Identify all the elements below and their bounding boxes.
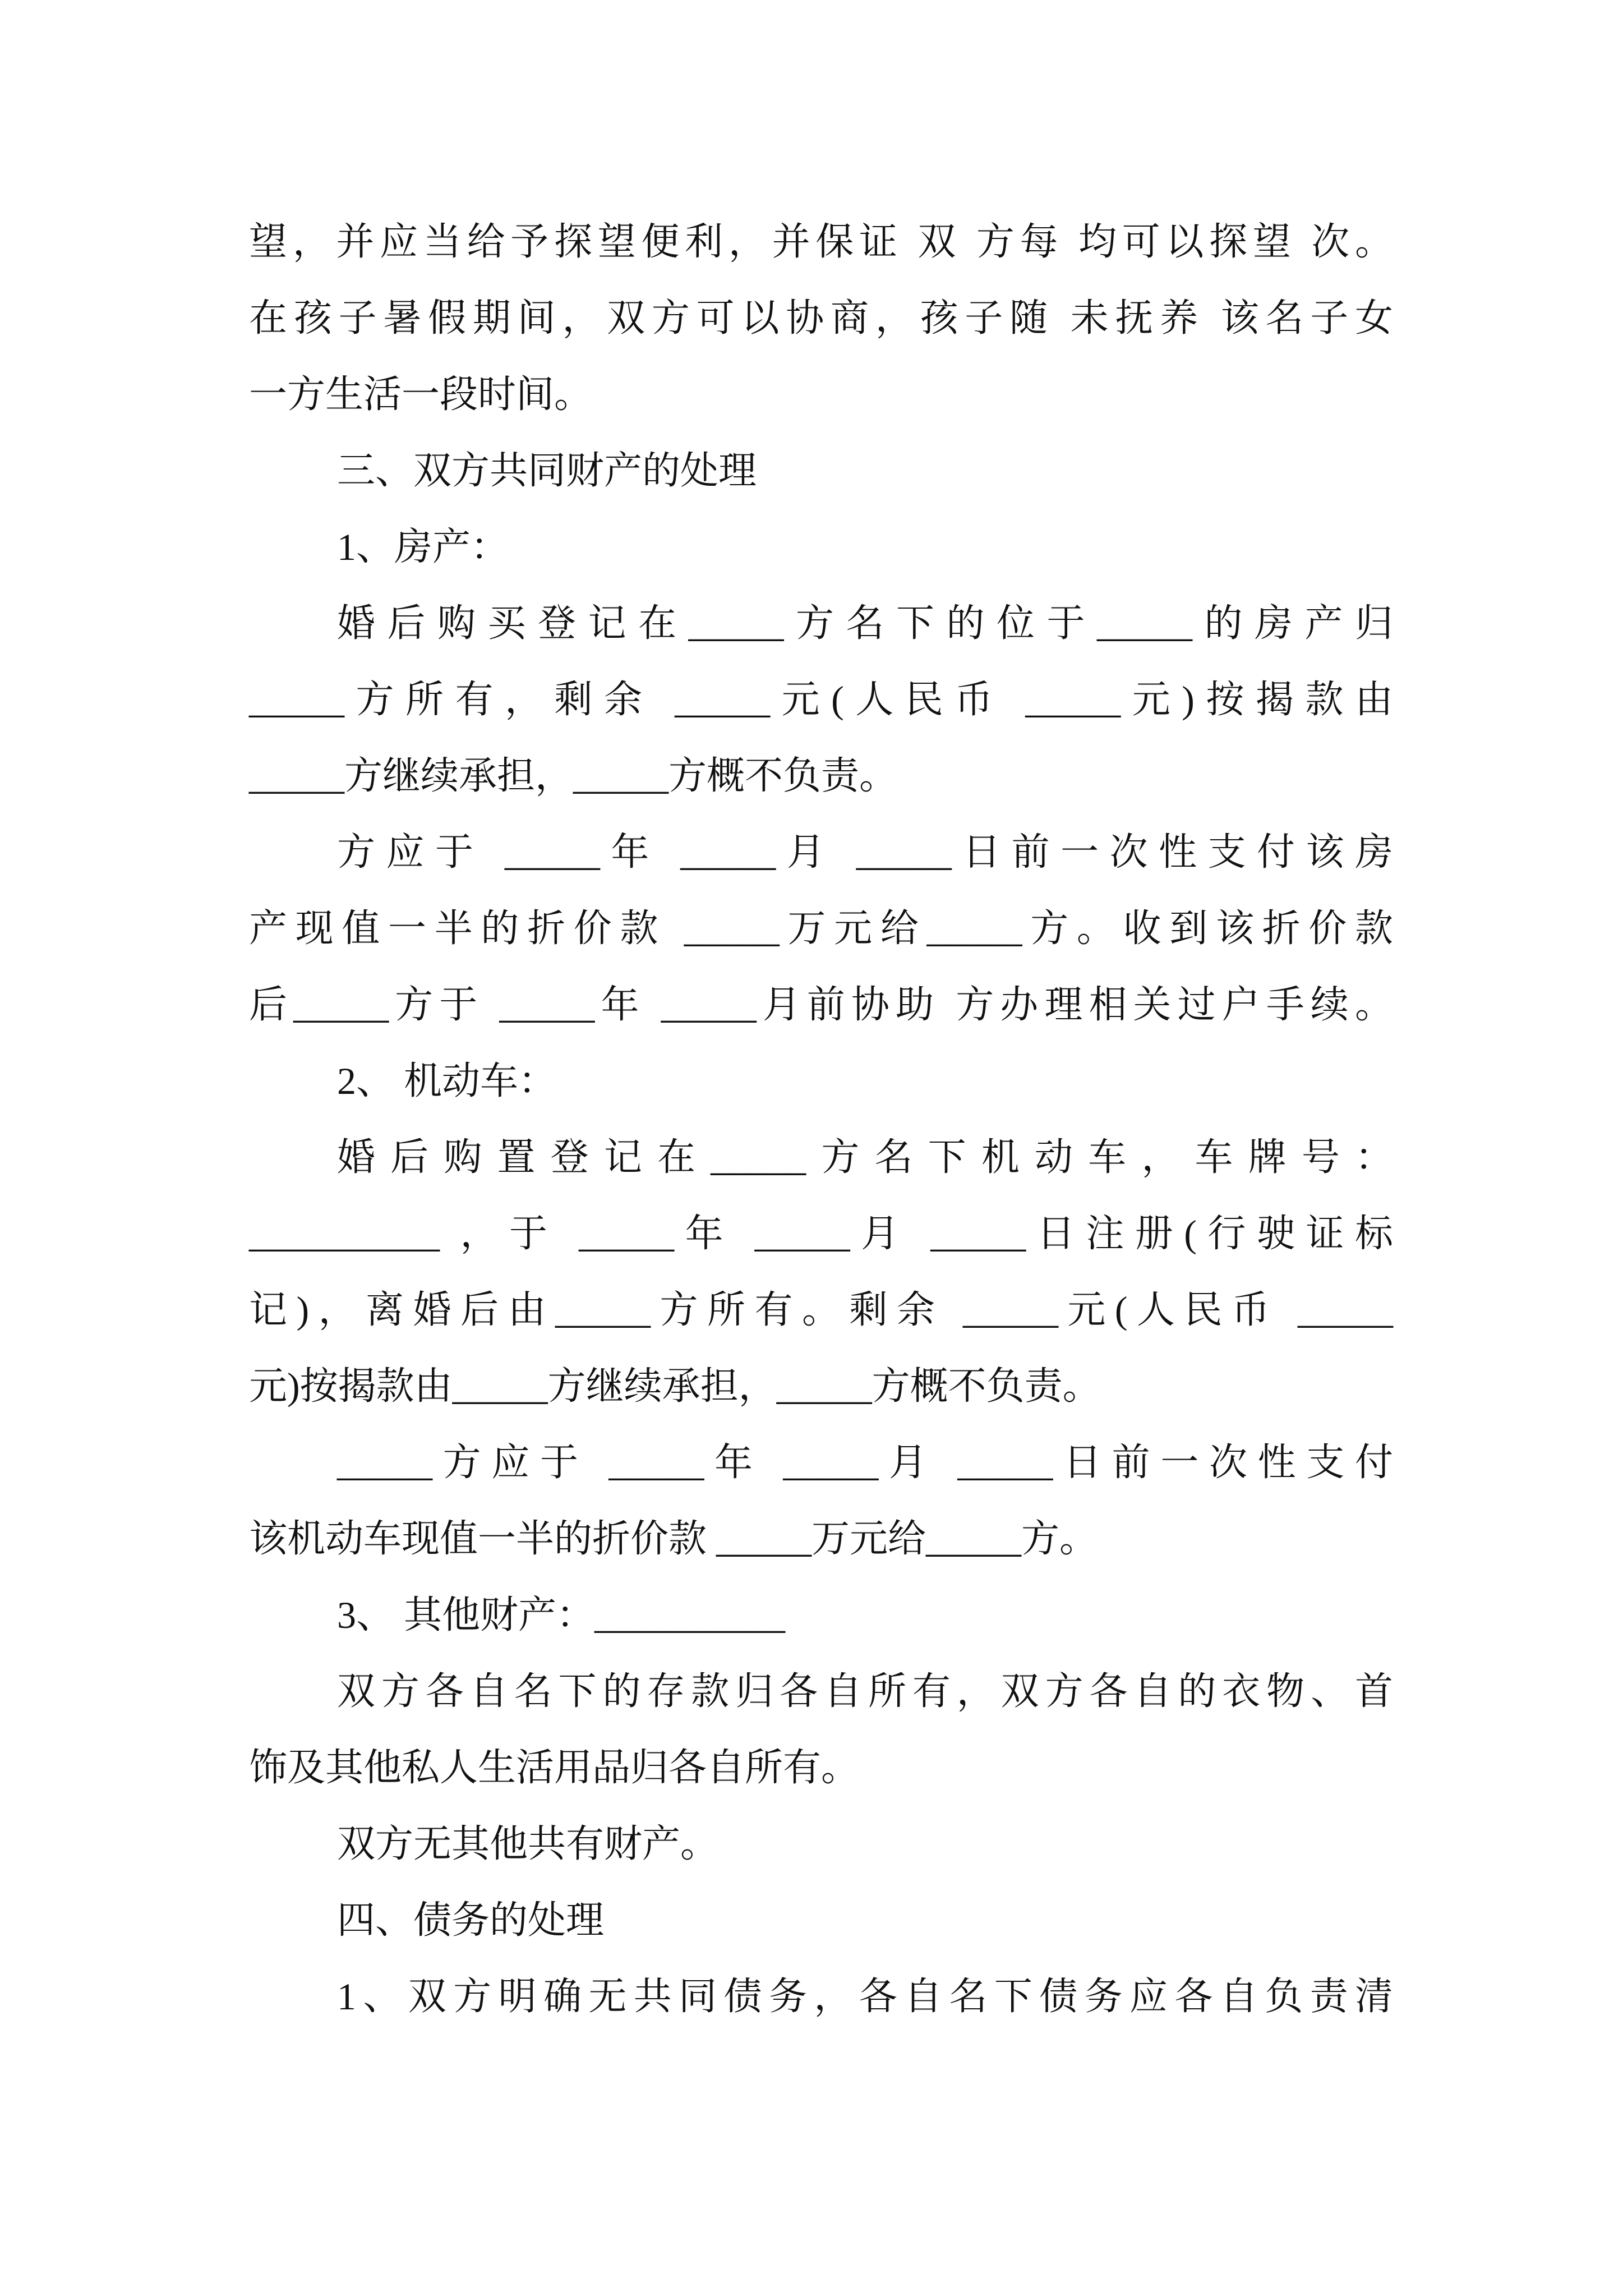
section-heading: 四、债务的处理 bbox=[337, 1899, 605, 1941]
text-line: 该机动车现值一半的折价款 _____万元给_____方。 bbox=[249, 1517, 1098, 1560]
text-line: 婚后购置登记在_____方名下机动车，车牌号： bbox=[337, 1136, 1393, 1179]
text-line: 在孩子暑假期间，双方可以协商，孩子随 未抚养 该名子女 bbox=[249, 297, 1393, 339]
text-line: 饰及其他私人生活用品归各自所有。 bbox=[249, 1746, 860, 1789]
text-line: 望，并应当给予探望便利，并保证 双 方每 均可以探望 次。 bbox=[249, 220, 1393, 263]
text-line: 婚后购买登记在_____方名下的位于_____的房产归 bbox=[337, 602, 1393, 645]
subsection-heading: 2、 机动车： bbox=[337, 1060, 557, 1102]
text-line: 元)按揭款由_____方继续承担，_____方概不负责。 bbox=[249, 1365, 1101, 1407]
section-heading: 三、双方共同财产的处理 bbox=[337, 449, 757, 492]
subsection-heading: 3、 其他财产：__________ bbox=[337, 1594, 786, 1636]
text-line: 双方各自名下的存款归各自所有，双方各自的衣物、首 bbox=[337, 1670, 1393, 1713]
text-line: __________ ，于 _____年 _____月 _____日注册(行驶证标 bbox=[249, 1212, 1393, 1255]
text-line: _____方继续承担，_____方概不负责。 bbox=[249, 754, 898, 797]
text-line: 后_____方于 _____年 _____月前协助 方办理相关过户手续。 bbox=[249, 983, 1393, 1026]
document-body bbox=[249, 204, 1393, 2035]
text-line: 记)，离婚后由_____方所有。剩余 _____元(人民币 _____ bbox=[249, 1289, 1393, 1331]
subsection-heading: 1、房产： bbox=[337, 526, 509, 568]
text-line: _____方应于 _____年 _____月 _____日前一次性支付 bbox=[337, 1441, 1393, 1484]
text-line: 双方无其他共有财产。 bbox=[337, 1823, 719, 1865]
text-line: 一方生活一段时间。 bbox=[249, 373, 593, 416]
text-line: 产现值一半的折价款 _____万元给_____方。收到该折价款 bbox=[249, 907, 1393, 950]
text-line: 1、双方明确无共同债务，各自名下债务应各自负责清 bbox=[337, 1975, 1393, 2018]
text-line: _____方所有，剩余 _____元(人民币 _____元)按揭款由 bbox=[249, 678, 1393, 721]
text-line: 方应于 _____年 _____月 _____日前一次性支付该房 bbox=[337, 831, 1393, 873]
